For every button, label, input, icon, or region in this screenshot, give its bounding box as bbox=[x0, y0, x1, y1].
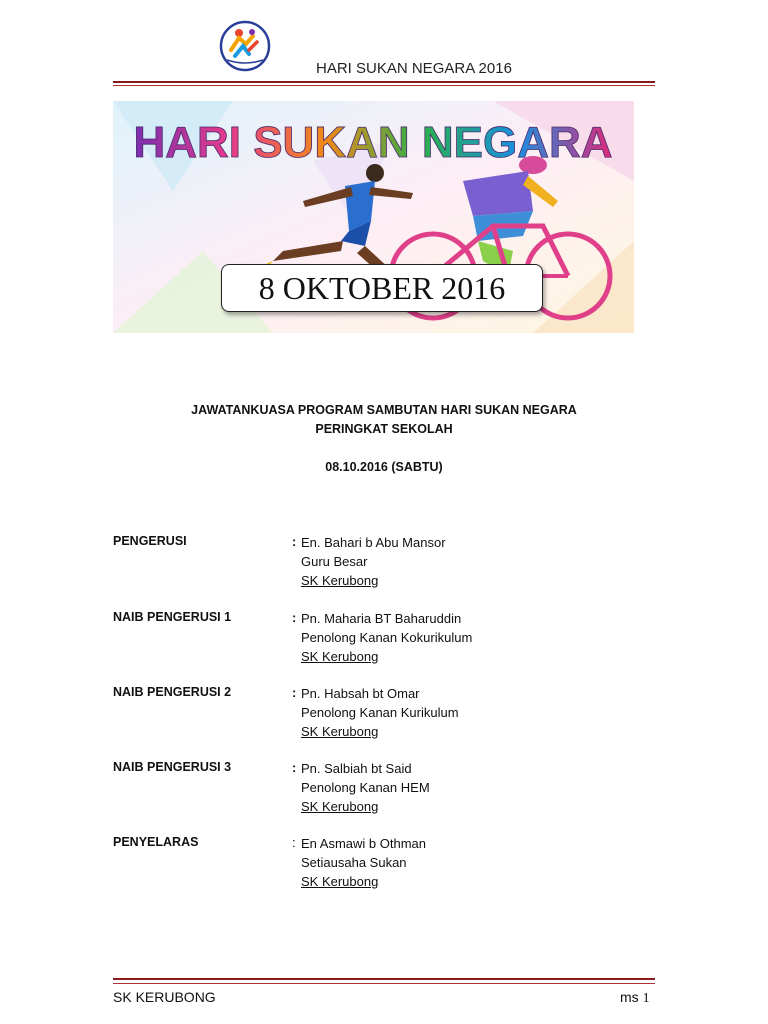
member-name: En Asmawi b Othman bbox=[301, 836, 426, 851]
event-banner bbox=[113, 101, 634, 333]
member-position: Setiausaha Sukan bbox=[301, 855, 407, 870]
event-date-box bbox=[221, 264, 543, 312]
separator-colon: : bbox=[292, 760, 297, 775]
event-date-line: 08.10.2016 (SABTU) bbox=[325, 460, 443, 474]
footer-rule-thin bbox=[113, 983, 655, 984]
committee-role: PENGERUSI bbox=[113, 534, 187, 548]
committee-role: PENYELARAS bbox=[113, 835, 199, 849]
member-position: Penolong Kanan Kokurikulum bbox=[301, 630, 473, 645]
member-school: SK Kerubong bbox=[301, 724, 379, 739]
member-name: Pn. Maharia BT Baharuddin bbox=[301, 611, 462, 626]
member-position: Penolong Kanan HEM bbox=[301, 780, 430, 795]
event-date: 8 OKTOBER 2016 bbox=[258, 269, 506, 306]
member-school: SK Kerubong bbox=[301, 573, 379, 588]
footer-school: SK KERUBONG bbox=[113, 989, 216, 1005]
member-name: Pn. Habsah bt Omar bbox=[301, 686, 420, 701]
member-position: Penolong Kanan Kurikulum bbox=[301, 705, 459, 720]
header-rule-thin bbox=[113, 85, 655, 86]
separator-colon: : bbox=[292, 534, 297, 549]
committee-heading-line1: JAWATANKUASA PROGRAM SAMBUTAN HARI SUKAN NEGARA bbox=[191, 403, 577, 417]
member-name: Pn. Salbiah bt Said bbox=[301, 761, 412, 776]
committee-heading-line2: PERINGKAT SEKOLAH bbox=[315, 422, 453, 436]
header-rule bbox=[113, 81, 655, 83]
member-name: En. Bahari b Abu Mansor bbox=[301, 535, 446, 550]
footer-rule bbox=[113, 978, 655, 980]
committee-role: NAIB PENGERUSI 1 bbox=[113, 610, 232, 624]
member-position: Guru Besar bbox=[301, 554, 368, 569]
hari-sukan-negara-logo bbox=[219, 20, 271, 72]
member-school: SK Kerubong bbox=[301, 874, 379, 889]
banner-title: HARI SUKAN NEGARA bbox=[133, 118, 613, 167]
page-prefix: ms bbox=[620, 989, 639, 1005]
committee-role: NAIB PENGERUSI 3 bbox=[113, 760, 232, 774]
committee-role: NAIB PENGERUSI 2 bbox=[113, 685, 232, 699]
separator-colon: : bbox=[292, 835, 296, 850]
header-title: HARI SUKAN NEGARA 2016 bbox=[316, 60, 512, 77]
page-number-label bbox=[620, 989, 650, 1007]
member-school: SK Kerubong bbox=[301, 799, 379, 814]
separator-colon: : bbox=[292, 685, 297, 700]
page-number: 1 bbox=[642, 991, 650, 1006]
member-school: SK Kerubong bbox=[301, 649, 379, 664]
separator-colon: : bbox=[292, 610, 297, 625]
